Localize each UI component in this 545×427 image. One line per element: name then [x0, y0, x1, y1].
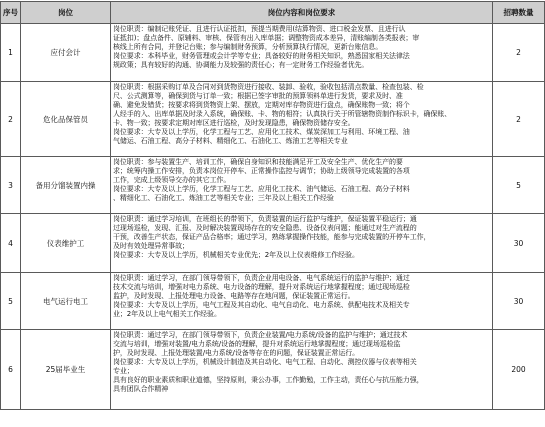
description-line: 求；统筹内操工作安排，负责本岗位开停车、正常操作监控与调节；协助上级领导完成装置的各项 — [113, 167, 410, 175]
description-line: 干预，改善生产状态，保证产品合格率；通过学习，熟练掌握操作技能，能参与完成装置的开停车工作， — [113, 233, 431, 241]
header-count: 招聘数量 — [493, 2, 545, 24]
row-count: 200 — [493, 330, 545, 410]
row-count: 30 — [493, 273, 545, 330]
table-row — [1, 214, 545, 273]
header-post: 岗位 — [21, 2, 111, 24]
row-seq: 5 — [1, 273, 21, 330]
description-line: 岗位要求：大专及以上学历，电气工程及其自动化、电气自动化、电力系统、供配电技术及相关专 — [113, 301, 410, 309]
header-content: 岗位内容和岗位要求 — [111, 2, 493, 24]
description-line: 人经手的入、出库单据及时录入系统，确保账、卡、物的相符；认真执行关于所管辖物资制作标识卡，确保账、 — [113, 110, 452, 118]
description-line: 证抵扣)；盘点备件、原辅料、审核、保管有出入库单据；调整物资成本差异，清账编制各类报表；审 — [113, 34, 420, 42]
row-count: 5 — [493, 157, 545, 214]
description-line: 岗位职责：编制记账凭证、且进行认证抵扣，预提当期费用(结算物资、进口税金发票、且进行认 — [113, 25, 406, 33]
row-seq: 4 — [1, 214, 21, 273]
description-line: 专业； — [113, 367, 134, 375]
description-line: 工作，完成上级领导交办的其它工作。 — [113, 176, 231, 184]
row-post: 应付会计 — [21, 24, 111, 82]
row-description — [111, 330, 493, 410]
header-seq: 序号 — [1, 2, 21, 24]
row-seq: 3 — [1, 157, 21, 214]
table-row — [1, 24, 545, 82]
description-line: 岗位要求：本科毕业，财务管理或会计学等专业；具备较好的财务相关知识，熟悉国家相关法律法 — [113, 52, 410, 60]
description-line: 岗位职责：参与装置生产、培训工作，确保自身知识和技能满足开工及安全生产、优化生产的要 — [113, 158, 403, 166]
table-header-row — [1, 2, 545, 24]
row-post: 仪表维护工 — [21, 214, 111, 273]
description-line: 规政策；具有较好的沟通、协调能力及较强的责任心；有一定财务工作经验者优先。 — [113, 61, 369, 69]
row-description — [111, 214, 493, 273]
description-line: 岗位职责：通过学习培训，在班组长的带领下，负责装置的运行监护与维护，保证装置平稳运行；通 — [113, 215, 417, 223]
row-description — [111, 157, 493, 214]
description-line: 岗位职责：根据采购订单及合同对到货物资进行接收、装卸、验收，验收包括清点数量、检查包装、检 — [113, 83, 424, 91]
description-line: 业；2年及以上电气相关工作经验。 — [113, 310, 221, 318]
description-line: 、精细化工、石油化工、炼油工艺等相关专业；三年及以上相关工作经验 — [113, 194, 334, 202]
row-post: 25届毕业生 — [21, 330, 111, 410]
row-post: 危化品保管员 — [21, 82, 111, 157]
row-post: 备用分馏装置内操 — [21, 157, 111, 214]
row-description — [111, 82, 493, 157]
description-line: 确、避免发错货；按要求将到货物资上架、摆放，定期对库存物资进行盘点，确保账物一致；将个 — [113, 101, 410, 109]
description-line: 护，及时发现、上报处理装置/电力系统/设备等存在的问题，保证装置正常运行。 — [113, 349, 360, 357]
description-line: 过现场巡检，发现、汇报、及时解决装置现场存在的安全隐患、设备仪表问题；能通过对生产流程的 — [113, 224, 417, 232]
description-line: 岗位要求：大专及以上学历，机械设计制造及其自动化、电气工程、自动化、测控仪器与仪表等相关 — [113, 358, 417, 366]
description-line: 气储运、石油工程、高分子材料、精细化工、石油化工、炼油工艺等相关专业 — [113, 137, 348, 145]
table-row — [1, 82, 545, 157]
description-line: 技术交流与培训，增强对电力系统、电力设备的理解，提升对系统运行地掌握程度；通过现场巡检 — [113, 283, 410, 291]
job-table — [0, 1, 545, 410]
description-line: 具有良好的职业素质和职业道德，坚持原则，秉公办事，工作勤勉，工作主动，责任心与抗压能力强， — [113, 376, 424, 384]
description-line: 核线上所有合同，并登记台账；参与编制财务预算，分析预算执行情况，更新台账信息。 — [113, 43, 383, 51]
description-line: 岗位要求：大专及以上学历，机械相关专业优先；2年及以上仪表维修工作经验。 — [113, 251, 359, 259]
description-line: 尺、公式测算等，确保到货与订单一致；根据已签字审批的预算领料单进行发货，要求及时、准 — [113, 92, 403, 100]
table-row — [1, 330, 545, 410]
row-description — [111, 24, 493, 82]
row-count: 2 — [493, 24, 545, 82]
description-line: 岗位要求：大专及以上学历，化学工程与工艺、应用化工技术、油气储运、石油工程、高分子材料 — [113, 185, 410, 193]
row-description — [111, 273, 493, 330]
description-line: 监护，及时发现、上报处理电力设备、电路等存在地问题，保证装置正常运行。 — [113, 292, 355, 300]
table-row — [1, 157, 545, 214]
description-line: 岗位职责：通过学习，在部门领导带领下，负责企业装置/电力系统/设备的监护与维护；通过技术 — [113, 331, 408, 339]
description-line: 卡、物一致；按要求定期对库区进行巡检，及时发现隐患，确保物资储存安全。 — [113, 119, 355, 127]
description-line: 岗位要求：大专及以上学历，化学工程与工艺、应用化工技术、煤炭深加工与利用、环境工程、油 — [113, 128, 410, 136]
row-count: 2 — [493, 82, 545, 157]
description-line: 具有团队合作精神 — [113, 385, 169, 393]
row-seq: 1 — [1, 24, 21, 82]
row-post: 电气运行电工 — [21, 273, 111, 330]
row-seq: 6 — [1, 330, 21, 410]
description-line: 岗位职责：通过学习，在部门领导带领下，负责企业用电设备、电气系统运行的监护与维护；通过 — [113, 274, 410, 282]
description-line: 交流与培训，增强对装置/电力系统/设备的理解，提升对系统运行地掌握程度；通过现场巡检监 — [113, 340, 401, 348]
row-count: 30 — [493, 214, 545, 273]
row-seq: 2 — [1, 82, 21, 157]
table-row — [1, 273, 545, 330]
description-line: 及时有效处理异常事故； — [113, 242, 189, 250]
